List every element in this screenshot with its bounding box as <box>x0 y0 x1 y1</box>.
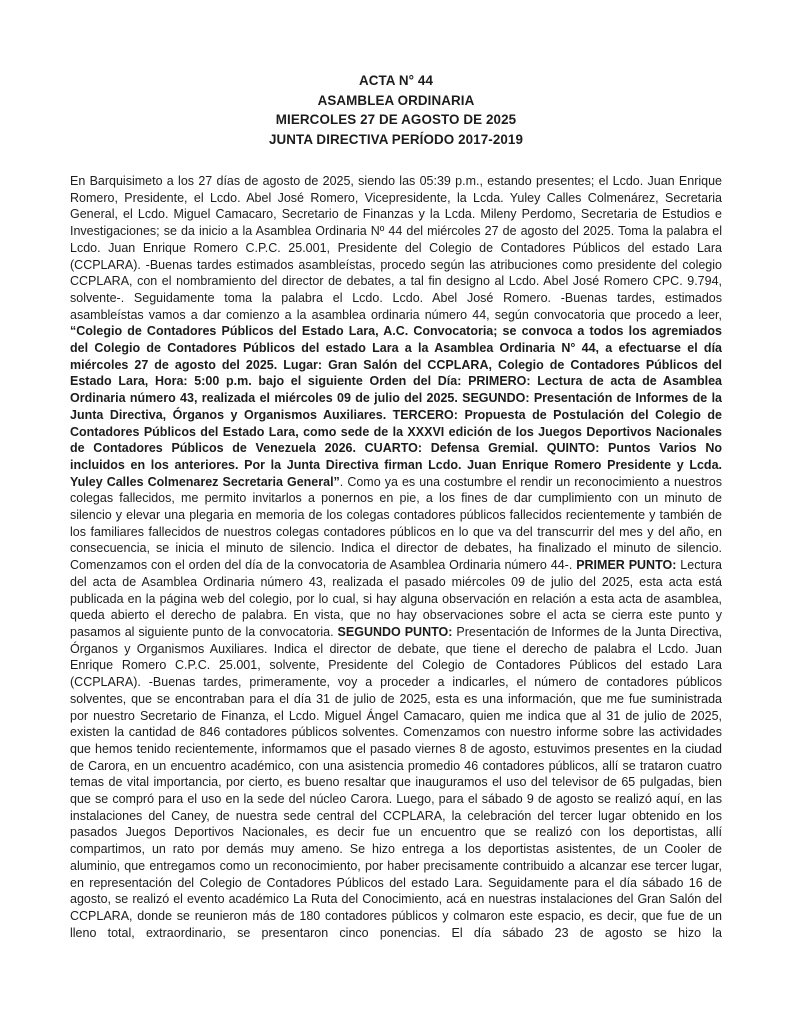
paragraph-text-segment: Lectura del acta de Asamblea Ordinaria número 43, realizada el pasado miércoles 09 de julio del 2025, esta acta está publicada en la página web del colegio, por lo cual, si hay alguna observación en relación a esta acta de asamblea, queda abierto el derecho de palabra. En vista, que no hay observaciones sobre el acta se cierra este punto y pasamos al siguiente punto de la convocatoria. <box>70 558 722 639</box>
body-paragraph <box>70 173 722 941</box>
paragraph-bold-segment: SEGUNDO PUNTO: <box>337 624 453 639</box>
title-line-assembly-type: ASAMBLEA ORDINARIA <box>317 92 475 108</box>
title-line-acta-number: ACTA N° 44 <box>358 73 434 88</box>
title-line-board-period: JUNTA DIRECTIVA PERÍODO 2017-2019 <box>268 131 524 147</box>
paragraph-bold-segment: PRIMER PUNTO: <box>576 558 677 573</box>
paragraph-text-segment: . Como ya es una costumbre el rendir un reconocimiento a nuestros colegas fallecidos, me permito invitarlos a ponernos en pie, a los fines de dar cumplimiento con un minuto de silencio y elevar una plegaria en memoria de los colegas contadores públicos fallecidos recientemente y también de los familiares fallecidos de nuestros colegas contadores públicos en lo que va del transcurrir del mes y del año, en consecuencia, se inicia el minuto de silencio. Indica el director de debates, ha finalizado el minuto de silencio. Comenzamos con el orden del día de la convocatoria de Asamblea Ordinaria número 44-. <box>70 474 722 573</box>
title-line-date: MIERCOLES 27 DE AGOSTO DE 2025 <box>275 112 517 128</box>
paragraph-bold-segment: “Colegio de Contadores Públicos del Estado Lara, A.C. Convocatoria; se convoca a todos los agremiados del Colegio de Contadores Públicos del estado Lara a la Asamblea Ordinaria N° 44, a efectuarse el día miércoles 27 de agosto del 2025. Lugar: Gran Salón del CCPLARA, Colegio de Contadores Públicos del Estado Lara, Hora: 5:00 p.m. bajo el siguiente Orden del Día: PRIMERO: Lectura de acta de Asamblea Ordinaria número 43, realizada el miércoles 09 de julio del 2025. SEGUNDO: Presentación de Informes de la Junta Directiva, Órganos y Organismos Auxiliares. TERCERO: Propuesta de Postulación del Colegio de Contadores Públicos del Estado Lara, como sede de la XXXVI edición de los Juegos Deportivos Nacionales de Contadores Públicos de Venezuela 2026. CUARTO: Defensa Gremial. QUINTO: Puntos Varios No incluidos en los anteriores. Por la Junta Directiva firman Lcdo. Juan Enrique Romero Presidente y Lcda. Yuley Calles Colmenarez Secretaria General” <box>70 324 722 489</box>
paragraph-text-segment: Presentación de Informes de la Junta Directiva, Órganos y Organismos Auxiliares. Indica el director de debate, que tiene el derecho de palabra el Lcdo. Juan Enrique Romero C.P.C. 25.001, solvente, Presidente del Colegio de Contadores Públicos del estado Lara (CCPLARA). -Buenas tardes, primeramente, voy a proceder a indicarles, el número de contadores públicos solventes, que se encontraban para el día 31 de julio de 2025, esta es una información, que me fue suministrada por nuestro Secretario de Finanza, el Lcdo. Miguel Ángel Camacaro, quien me indica que al 31 de julio de 2025, existen la cantidad de 846 contadores públicos solventes. Comenzamos con nuestro informe sobre las actividades que hemos tenido recientemente, informamos que el pasado viernes 8 de agosto, estuvimos presentes en la ciudad de Carora, en un encuentro académico, con una asistencia promedio 46 contadores públicos, allí se trataron cuatro temas de vital importancia, por cierto, es bueno resaltar que inauguramos el uso del televisor de 65 pulgadas, bien que se compró para el uso en la sede del núcleo Carora. Luego, para el sábado 9 de agosto se realizó aquí, en las instalaciones del Caney, de nuestra sede central del CCPLARA, la celebración del tercer lugar obtenido en los pasados Juegos Deportivos Nacionales, es decir fue un encuentro que se realizó con los deportistas, allí compartimos, un rato por demás muy ameno. Se hizo entrega a los deportistas asistentes, de un Cooler de aluminio, que entregamos como un reconocimiento, por haber precisamente contribuido a alcanzar ese tercer lugar, en representación del Colegio de Contadores Públicos del estado Lara. Seguidamente para el día sábado 16 de agosto, se realizó el evento académico La Ruta del Conocimiento, acá en nuestras instalaciones del Gran Salón del CCPLARA, donde se reunieron más de 180 contadores públicos y colmaron este espacio, es decir, que fue de un lleno total, extraordinario, se presentaron cinco ponencias. El día sábado 23 de agosto se hizo la <box>70 624 722 940</box>
paragraph-text-segment: En Barquisimeto a los 27 días de agosto de 2025, siendo las 05:39 p.m., estando presentes; el Lcdo. Juan Enrique Romero, Presidente, el Lcdo. Abel José Romero, Vicepresidente, la Lcda. Yuley Calles Colmenárez, Secretaria General, el Lcdo. Miguel Camacaro, Secretario de Finanzas y la Lcda. Mileny Perdomo, Secretaria de Estudios e Investigaciones; se da inicio a la Asamblea Ordinaria Nº 44 del miércoles 27 de agosto del 2025. Toma la palabra el Lcdo. Juan Enrique Romero C.P.C. 25.001, Presidente del Colegio de Contadores Públicos del estado Lara (CCPLARA). -Buenas tardes estimados asambleístas, procedo según las atribuciones como presidente del colegio CCPLARA, con el nombramiento del director de debates, a tal fin designo al Lcdo. Abel José Romero CPC. 9.794, solvente-. Seguidamente toma la palabra el Lcdo. Lcdo. Abel José Romero. -Buenas tardes, estimados asambleístas vamos a dar comienzo a la asamblea ordinaria número 44, según convocatoria que procedo a leer, <box>70 174 722 322</box>
document-title-block <box>70 71 722 149</box>
